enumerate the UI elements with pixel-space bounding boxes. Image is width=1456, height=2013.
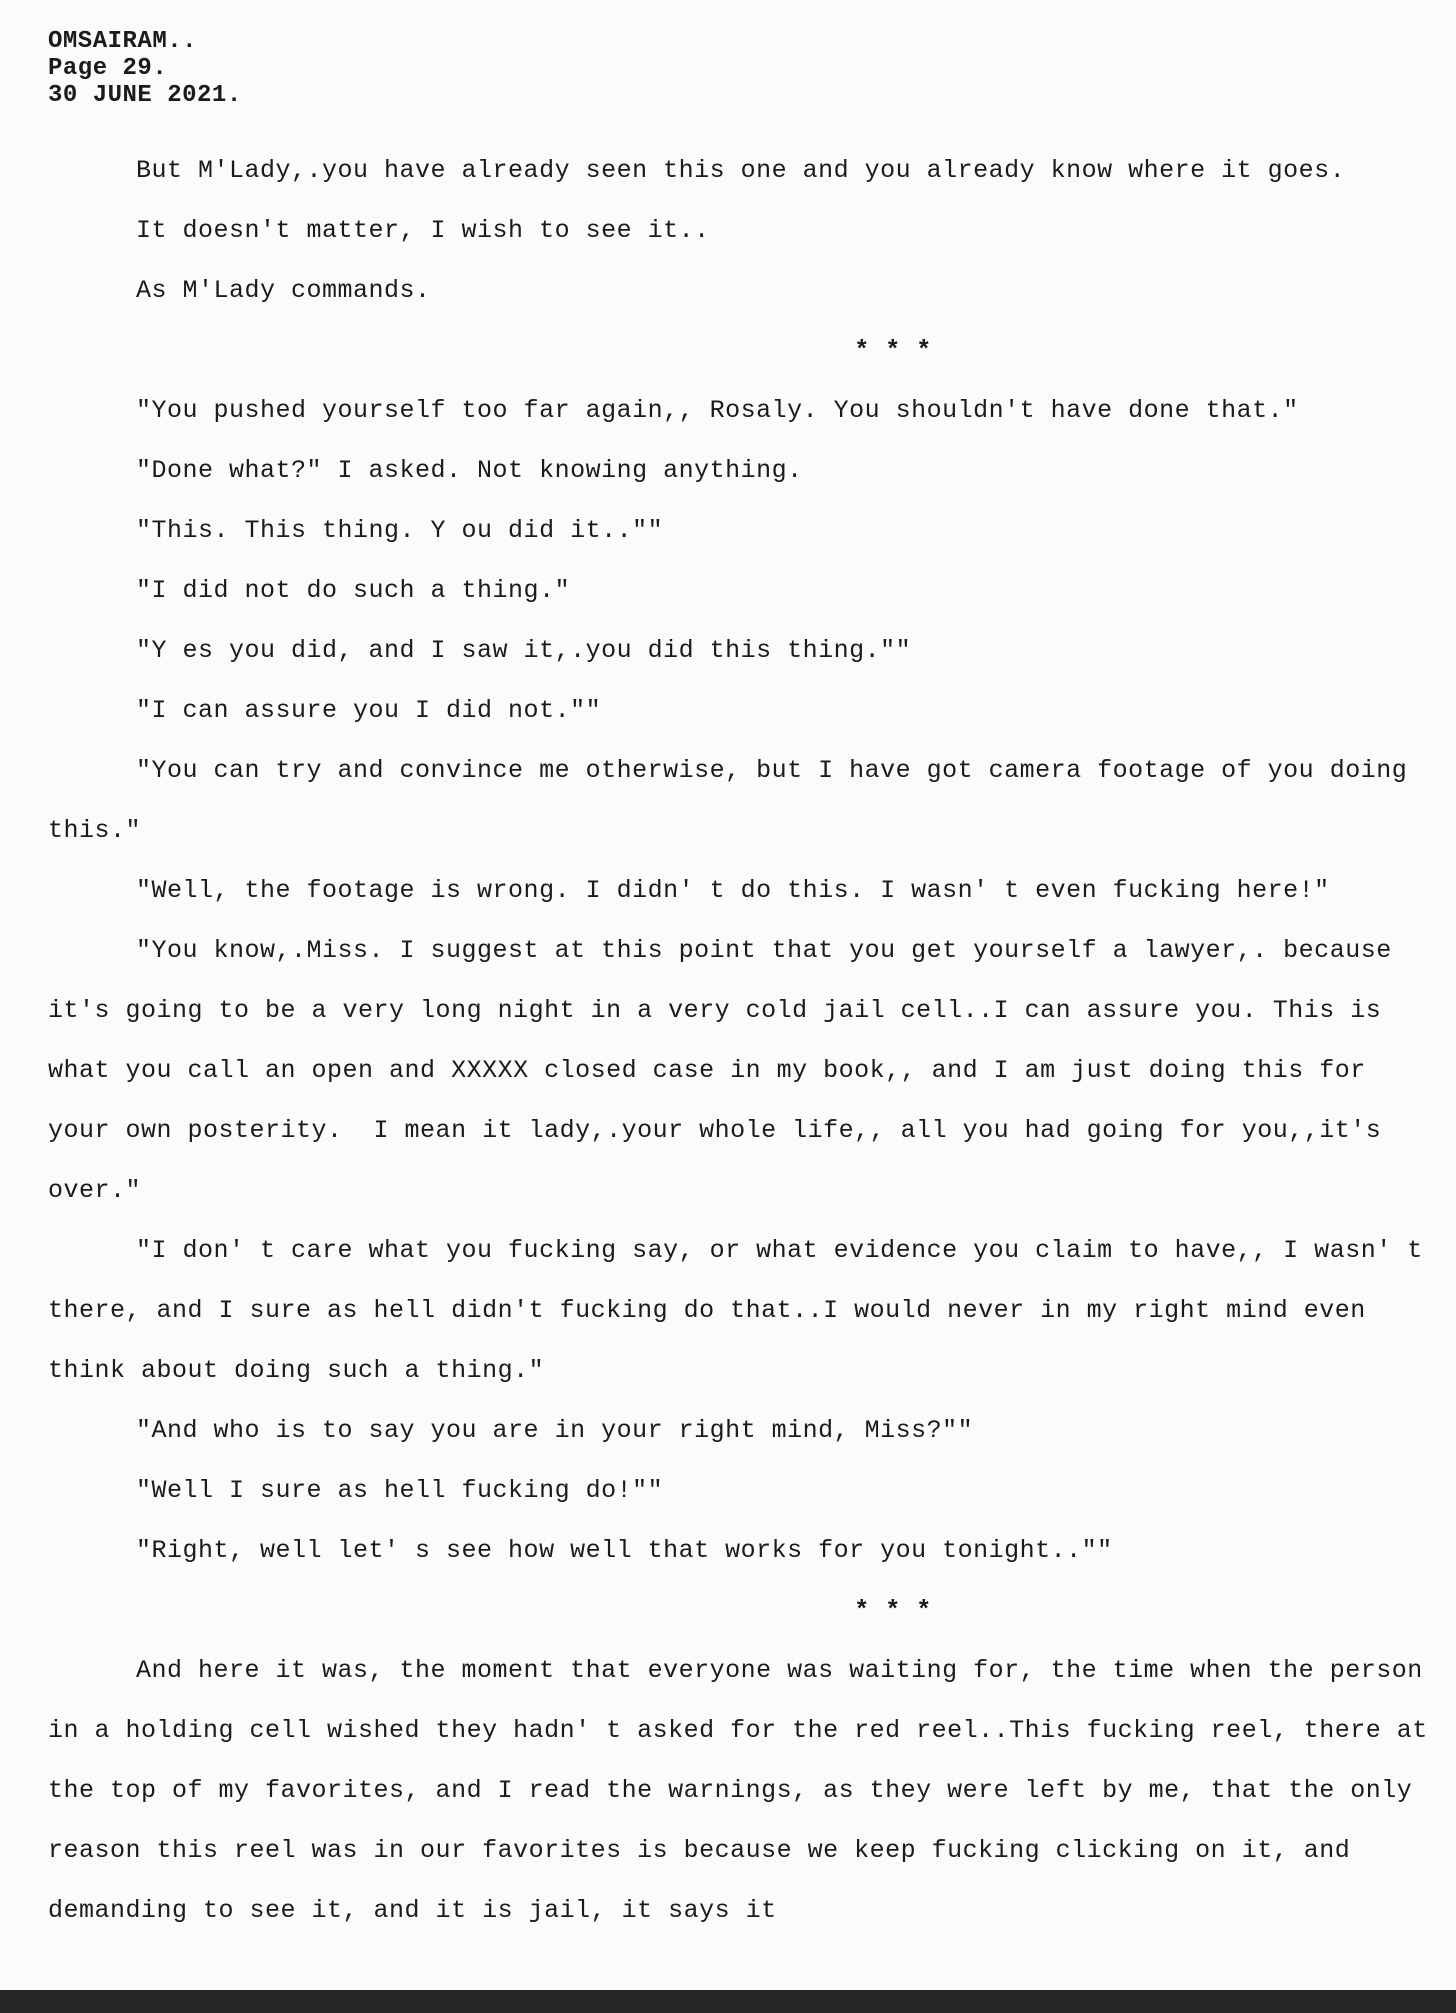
section-divider: * * * (854, 1596, 932, 1625)
paragraph: "Y es you did, and I saw it,.you did this thing."" (136, 636, 912, 665)
paragraph: "You know,.Miss. I suggest at this point that you get yourself a lawyer,. because it's going to be a very long night in a very cold jail cell..I can assure you. This is what you call an open and XXXXX closed case in my book,, and I am just doing this for your own posterity. I mean it lady,.your whole life,, all you had going for you,,it's over." (48, 936, 1408, 1205)
paragraph: "And who is to say you are in your right mind, Miss?"" (136, 1416, 974, 1445)
page-date: 30 JUNE 2021. (48, 82, 242, 109)
paragraph: But M'Lady,.you have already seen this one and you already know where it goes. (136, 156, 1346, 185)
page-bottom-edge (0, 1990, 1456, 2013)
paragraph: "This. This thing. Y ou did it.."" (136, 516, 664, 545)
paragraph: "I don' t care what you fucking say, or what evidence you claim to have,, I wasn' t there, and I sure as hell didn't fucking do that..I would never in my right mind even think about doing such a thing." (48, 1236, 1439, 1385)
paragraph: "Done what?" I asked. Not knowing anything. (136, 456, 803, 485)
paragraph: "Well, the footage is wrong. I didn' t do this. I wasn' t even fucking here!" (136, 876, 1330, 905)
body-text (48, 141, 1444, 1941)
header-invocation: OMSAIRAM.. (48, 28, 198, 55)
page-number: Page 29. (48, 55, 168, 82)
paragraph: As M'Lady commands. (136, 276, 431, 305)
paragraph: It doesn't matter, I wish to see it.. (136, 216, 710, 245)
paragraph: "You can try and convince me otherwise, but I have got camera footage of you doing this." (48, 756, 1423, 845)
paragraph: And here it was, the moment that everyone was waiting for, the time when the person in a holding cell wished they hadn' t asked for the red reel..This fucking reel, there at the top of my favorites, and I read the warnings, as they were left by me, that the only reason this reel was in our favorites is because we keep fucking clicking on it, and demanding to see it, and it is jail, it says it (48, 1656, 1444, 1925)
paragraph: "Right, well let' s see how well that works for you tonight.."" (136, 1536, 1113, 1565)
paragraph: "Well I sure as hell fucking do!"" (136, 1476, 664, 1505)
paragraph: "You pushed yourself too far again,, Rosaly. You shouldn't have done that." (136, 396, 1299, 425)
typed-page (48, 28, 1444, 1941)
paragraph: "I did not do such a thing." (136, 576, 571, 605)
paragraph: "I can assure you I did not."" (136, 696, 602, 725)
section-divider: * * * (854, 336, 932, 365)
